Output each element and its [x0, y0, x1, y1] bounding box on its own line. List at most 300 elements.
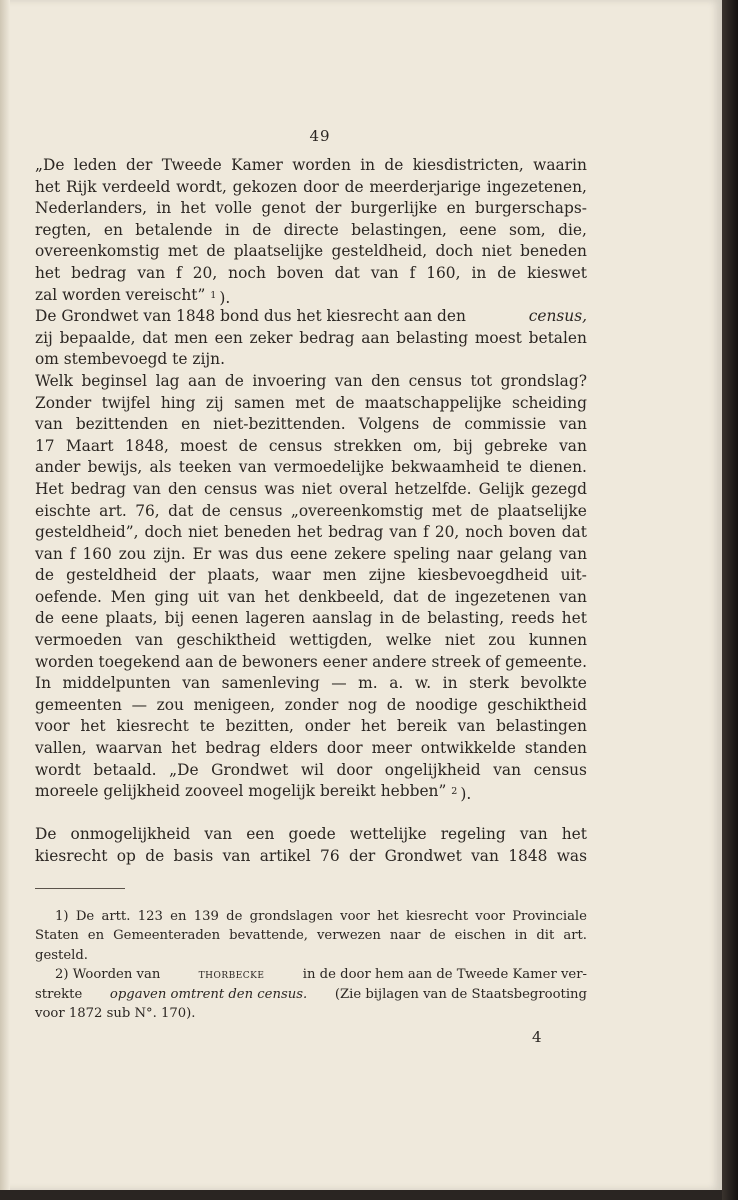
word: kieswet: [527, 263, 587, 282]
word: f: [176, 263, 182, 282]
footnote-line: [35, 985, 587, 1004]
word: vermoedelijke: [273, 458, 384, 477]
word: op: [116, 847, 136, 865]
word: het: [561, 609, 587, 628]
word: toegekend: [98, 652, 181, 671]
word: 20,: [434, 523, 460, 542]
word: dat: [334, 263, 360, 282]
text-line: [35, 738, 587, 760]
word: gemeente.: [505, 652, 587, 671]
footnote-ref: [451, 781, 476, 803]
word: —: [331, 674, 347, 693]
word: gelang: [499, 544, 553, 563]
word: ongelijkheid: [384, 760, 481, 779]
footnote-ref-number: 2: [451, 786, 458, 798]
word: belasting,: [427, 609, 505, 628]
text-line: [35, 263, 587, 285]
word: de: [344, 177, 364, 196]
word: regten,: [35, 220, 92, 239]
word: vallen,: [35, 739, 87, 758]
word: het: [80, 717, 106, 736]
word: f: [423, 523, 429, 542]
word: De: [35, 825, 57, 844]
footnote-line: [35, 1004, 587, 1023]
word: de: [206, 242, 226, 261]
word: vermoeden: [35, 631, 123, 650]
word: het: [561, 825, 587, 844]
line-text: zal worden vereischt”: [35, 285, 206, 304]
word: goede: [288, 825, 336, 844]
word: art.: [99, 501, 127, 520]
word: Er: [192, 544, 212, 563]
word: beginsel: [81, 371, 148, 390]
footnote-ref: [210, 285, 235, 307]
word: art.: [563, 928, 587, 944]
word: dat: [393, 587, 419, 606]
word: het: [171, 739, 197, 758]
word: zonder: [284, 695, 339, 714]
word: van: [35, 544, 63, 563]
word: verdeeld: [102, 177, 171, 196]
word: noch: [228, 263, 266, 282]
footnote-ref-close: ).: [460, 785, 472, 804]
word: van: [334, 371, 363, 390]
word: in: [442, 674, 458, 693]
word: de: [35, 566, 54, 585]
text-line: [35, 436, 587, 458]
line-text: De Grondwet van 1848 bond dus het kiesrecht aan den: [35, 307, 466, 326]
word: ingezetenen: [455, 587, 551, 606]
word: elders: [269, 739, 318, 758]
word: dienen.: [529, 458, 587, 477]
word: door: [326, 739, 363, 758]
word: speling: [393, 544, 450, 563]
word: Staten: [35, 928, 79, 944]
word: waarin: [533, 156, 587, 174]
word: Provinciale: [512, 909, 587, 924]
word: geschiktheid: [176, 631, 277, 650]
word: te: [199, 717, 215, 736]
footnote-text: gesteld.: [35, 947, 88, 963]
word: burgerschaps-: [474, 199, 587, 218]
word: waarvan: [95, 739, 163, 758]
word: volle: [215, 199, 253, 218]
word: van: [389, 523, 418, 542]
word: gesteldheid”,: [35, 523, 139, 542]
word: Maart: [65, 436, 114, 455]
word: bedrag: [299, 328, 355, 347]
word: beneden: [224, 523, 292, 542]
word: de: [226, 909, 243, 924]
word: door: [303, 177, 339, 196]
word: kiesrecht: [35, 847, 108, 865]
footnote-ref-close: ).: [219, 288, 231, 307]
word: aan: [188, 371, 217, 390]
word: met: [168, 242, 198, 261]
word: de: [401, 609, 421, 628]
word: belasting: [396, 328, 469, 347]
word: der: [315, 199, 342, 218]
word: Gemeenteraden: [113, 928, 221, 944]
text-line: [35, 501, 587, 523]
word: 160: [82, 544, 112, 563]
word: beneden: [520, 242, 587, 261]
word: bij: [453, 436, 473, 455]
word: lag: [155, 371, 180, 390]
word: betalende: [135, 220, 213, 239]
word: of: [485, 652, 501, 671]
footnote-line: [35, 926, 587, 945]
word: plaatselijke: [497, 501, 587, 520]
word: eischte: [35, 501, 91, 520]
word: overal: [339, 479, 388, 498]
word: middelpunten: [62, 674, 171, 693]
body-text: [35, 155, 587, 868]
word: de: [427, 587, 447, 606]
word: den: [371, 371, 401, 390]
word: oefende.: [35, 587, 102, 606]
text-line: [35, 587, 587, 609]
word: in: [224, 220, 240, 239]
word: overeenkomstig: [35, 242, 160, 261]
word: moest: [474, 328, 522, 347]
text-line: [35, 565, 587, 587]
word: was: [264, 479, 295, 498]
word: van: [493, 760, 521, 779]
word: de: [201, 501, 221, 520]
word: bedrag: [71, 263, 127, 282]
text-line: [35, 198, 587, 220]
word: maatschappelijke: [364, 393, 502, 412]
word: Nederlanders,: [35, 199, 148, 218]
word: om,: [413, 436, 442, 455]
word: en: [170, 909, 187, 924]
word: was: [218, 544, 249, 563]
word: een: [246, 825, 275, 844]
footnote-text: (Zie bijlagen van de Staatsbegrooting: [334, 986, 587, 1002]
text-line: [35, 414, 587, 436]
footnote-divider: [35, 888, 125, 889]
word: artikel: [259, 847, 311, 865]
word: menigeen,: [193, 695, 276, 714]
word: het: [377, 909, 399, 924]
word: bekwaamheid: [391, 458, 500, 477]
word: aan: [361, 328, 390, 347]
word: de: [384, 156, 404, 174]
word: gezegd: [531, 479, 587, 498]
word: in: [514, 928, 528, 944]
text-line: [35, 652, 587, 674]
text-line: [35, 306, 587, 328]
word: niet: [301, 479, 332, 498]
word: ander: [35, 458, 81, 477]
word: de: [224, 371, 244, 390]
text-line: [35, 177, 587, 199]
word: van: [519, 825, 548, 844]
word: zou: [488, 631, 516, 650]
word: worden: [292, 156, 351, 174]
text-line: [35, 846, 587, 868]
word: basis: [173, 847, 214, 865]
word: eene: [61, 609, 99, 628]
word: directe: [283, 220, 339, 239]
word: dat: [168, 501, 194, 520]
word: eene: [290, 544, 328, 563]
paragraph-gap: [35, 803, 587, 825]
word: bedrag: [205, 739, 261, 758]
word: Gelijk: [478, 479, 524, 498]
word: 1848,: [124, 436, 169, 455]
text-line: [35, 479, 587, 501]
word: standen: [524, 739, 587, 758]
word: de: [429, 928, 446, 944]
word: der: [348, 847, 376, 865]
word: bewijs,: [87, 458, 143, 477]
word: m.: [358, 674, 378, 693]
word: van: [222, 847, 251, 865]
word: meer: [371, 739, 412, 758]
word: Men: [110, 587, 146, 606]
word: met: [295, 393, 326, 412]
word: der: [126, 156, 153, 174]
word: genot: [261, 199, 306, 218]
footnote-text: in de door hem aan de Tweede Kamer ver-: [302, 967, 587, 983]
word: betaald.: [93, 760, 157, 779]
word: de: [497, 263, 517, 282]
word: den: [168, 479, 197, 498]
word: Kamer: [231, 156, 283, 174]
word: men: [174, 328, 208, 347]
word: kiesrecht: [405, 909, 469, 924]
word: dat: [142, 328, 168, 347]
word: uit: [197, 587, 219, 606]
word: Zonder: [35, 393, 92, 412]
word: 160,: [426, 263, 461, 282]
word: zij: [35, 328, 53, 347]
word: zijn.: [153, 544, 186, 563]
word: van: [133, 479, 161, 498]
word: teeken: [178, 458, 232, 477]
word: met: [431, 501, 462, 520]
word: twijfel: [101, 393, 151, 412]
footnotes: [35, 907, 587, 1023]
word: in: [360, 156, 376, 174]
word: 139: [193, 909, 219, 924]
text-line: [35, 328, 587, 350]
word: wil: [300, 760, 324, 779]
word: door: [336, 760, 373, 779]
footnote-line: [35, 946, 587, 965]
word: het: [35, 177, 61, 196]
text-line: [35, 393, 587, 415]
word: van: [457, 717, 486, 736]
text-line: [35, 824, 587, 846]
word: betalen: [528, 328, 587, 347]
word: 76: [320, 847, 340, 865]
word: van: [559, 587, 587, 606]
word: de: [218, 652, 238, 671]
word: plaats,: [207, 566, 260, 585]
word: in: [471, 263, 487, 282]
text-line: [35, 630, 587, 652]
word: zou: [156, 695, 184, 714]
word: burgerlijke: [350, 199, 438, 218]
word: wordt: [35, 760, 81, 779]
word: 20,: [192, 263, 218, 282]
word: van: [35, 415, 63, 434]
word: de: [470, 501, 490, 520]
word: het: [35, 263, 61, 282]
word: en: [446, 199, 466, 218]
word: en: [103, 220, 123, 239]
word: welke: [385, 631, 432, 650]
word: Grondwet: [211, 760, 289, 779]
word: in: [379, 609, 395, 628]
word: bereik: [397, 717, 447, 736]
footnote-line: [35, 907, 587, 926]
word: reeds: [511, 609, 555, 628]
word: zijne: [368, 566, 406, 585]
word: bedrag: [328, 523, 384, 542]
text-line: [35, 608, 587, 630]
word: verwezen: [316, 928, 381, 944]
word: f: [69, 544, 76, 563]
word: Tweede: [161, 156, 222, 174]
word: eischen: [454, 928, 506, 944]
word: scheiding: [511, 393, 587, 412]
word: nog: [348, 695, 378, 714]
text-line: [35, 760, 587, 782]
text-line: [35, 241, 587, 263]
word: noodige: [415, 695, 478, 714]
word: denkbeeld,: [298, 587, 385, 606]
word: gesteldheid: [66, 566, 157, 585]
word: De: [75, 909, 95, 924]
word: census: [203, 479, 258, 498]
word: doch: [435, 242, 474, 261]
emphasis-census: census,: [528, 307, 587, 326]
word: samen: [234, 393, 285, 412]
word: eene: [459, 220, 497, 239]
word: commissie: [464, 415, 547, 434]
author-name: thorbecke: [198, 967, 265, 983]
word: de: [335, 393, 355, 412]
word: ingezetenen,: [486, 177, 587, 196]
text-line: [35, 544, 587, 566]
word: de: [386, 695, 406, 714]
word: 17: [35, 436, 55, 455]
word: ontwikkelde: [420, 739, 516, 758]
text-line: [35, 349, 587, 371]
word: bedrag: [70, 479, 127, 498]
word: Grondwet: [384, 847, 462, 865]
word: grondslag?: [500, 371, 587, 390]
word: een: [214, 328, 243, 347]
text-line: [35, 695, 587, 717]
word: het: [264, 587, 290, 606]
word: —: [131, 695, 147, 714]
word: sterk: [469, 674, 509, 693]
word: artt.: [101, 909, 131, 924]
word: census: [268, 436, 323, 455]
signature-mark: 4: [532, 1028, 542, 1046]
word: census: [533, 760, 587, 779]
word: plaats,: [105, 609, 158, 628]
word: voor: [35, 717, 70, 736]
word: hing: [160, 393, 196, 412]
word: der: [169, 566, 196, 585]
word: aanslag: [312, 609, 373, 628]
word: van: [182, 674, 211, 693]
word: Rijk: [65, 177, 97, 196]
word: lageren: [245, 609, 306, 628]
word: van: [559, 436, 587, 455]
text-line: [35, 781, 587, 803]
text-line: [35, 371, 587, 393]
word: die,: [558, 220, 587, 239]
word: kiesdistricten,: [412, 156, 524, 174]
text-line: [35, 522, 587, 544]
word: boven: [508, 523, 556, 542]
word: bij: [164, 609, 185, 628]
word: van: [370, 263, 399, 282]
word: strekken: [333, 436, 402, 455]
word: zekere: [334, 544, 387, 563]
word: zeker: [249, 328, 293, 347]
word: „De: [35, 156, 65, 174]
word: men: [322, 566, 357, 585]
page-gutter: [0, 0, 10, 1190]
word: dit: [536, 928, 555, 944]
word: en: [87, 928, 105, 944]
word: bevolkte: [520, 674, 587, 693]
word: wordt,: [176, 177, 227, 196]
word: van: [227, 587, 256, 606]
word: kiesbevoegdheid: [417, 566, 549, 585]
word: van: [137, 263, 166, 282]
word: in: [156, 199, 172, 218]
word: f: [409, 263, 416, 282]
word: moest: [180, 436, 228, 455]
word: niet: [481, 242, 512, 261]
footnote-title: opgaven omtrent den census.: [109, 986, 308, 1002]
word: de: [432, 415, 452, 434]
word: Volgens: [358, 415, 420, 434]
word: het: [297, 523, 323, 542]
word: Het: [35, 479, 64, 498]
word: wettigden,: [289, 631, 373, 650]
word: meerderjarige: [369, 177, 482, 196]
footnote-text: strekte: [35, 986, 83, 1002]
word: geschiktheid: [487, 695, 587, 714]
word: onder: [304, 717, 351, 736]
word: uit-: [560, 566, 587, 585]
word: van: [559, 415, 587, 434]
word: plaatselijke: [233, 242, 324, 261]
word: naar: [389, 928, 421, 944]
word: de: [252, 220, 272, 239]
word: bepaalde,: [59, 328, 136, 347]
word: census: [408, 371, 462, 390]
text-line: [35, 220, 587, 242]
word: als: [149, 458, 172, 477]
word: census: [229, 501, 283, 520]
line-text: om stembevoegd te zijn.: [35, 350, 225, 369]
text-line: [35, 457, 587, 479]
word: boven: [276, 263, 324, 282]
word: zou: [118, 544, 147, 563]
word: kunnen: [528, 631, 587, 650]
